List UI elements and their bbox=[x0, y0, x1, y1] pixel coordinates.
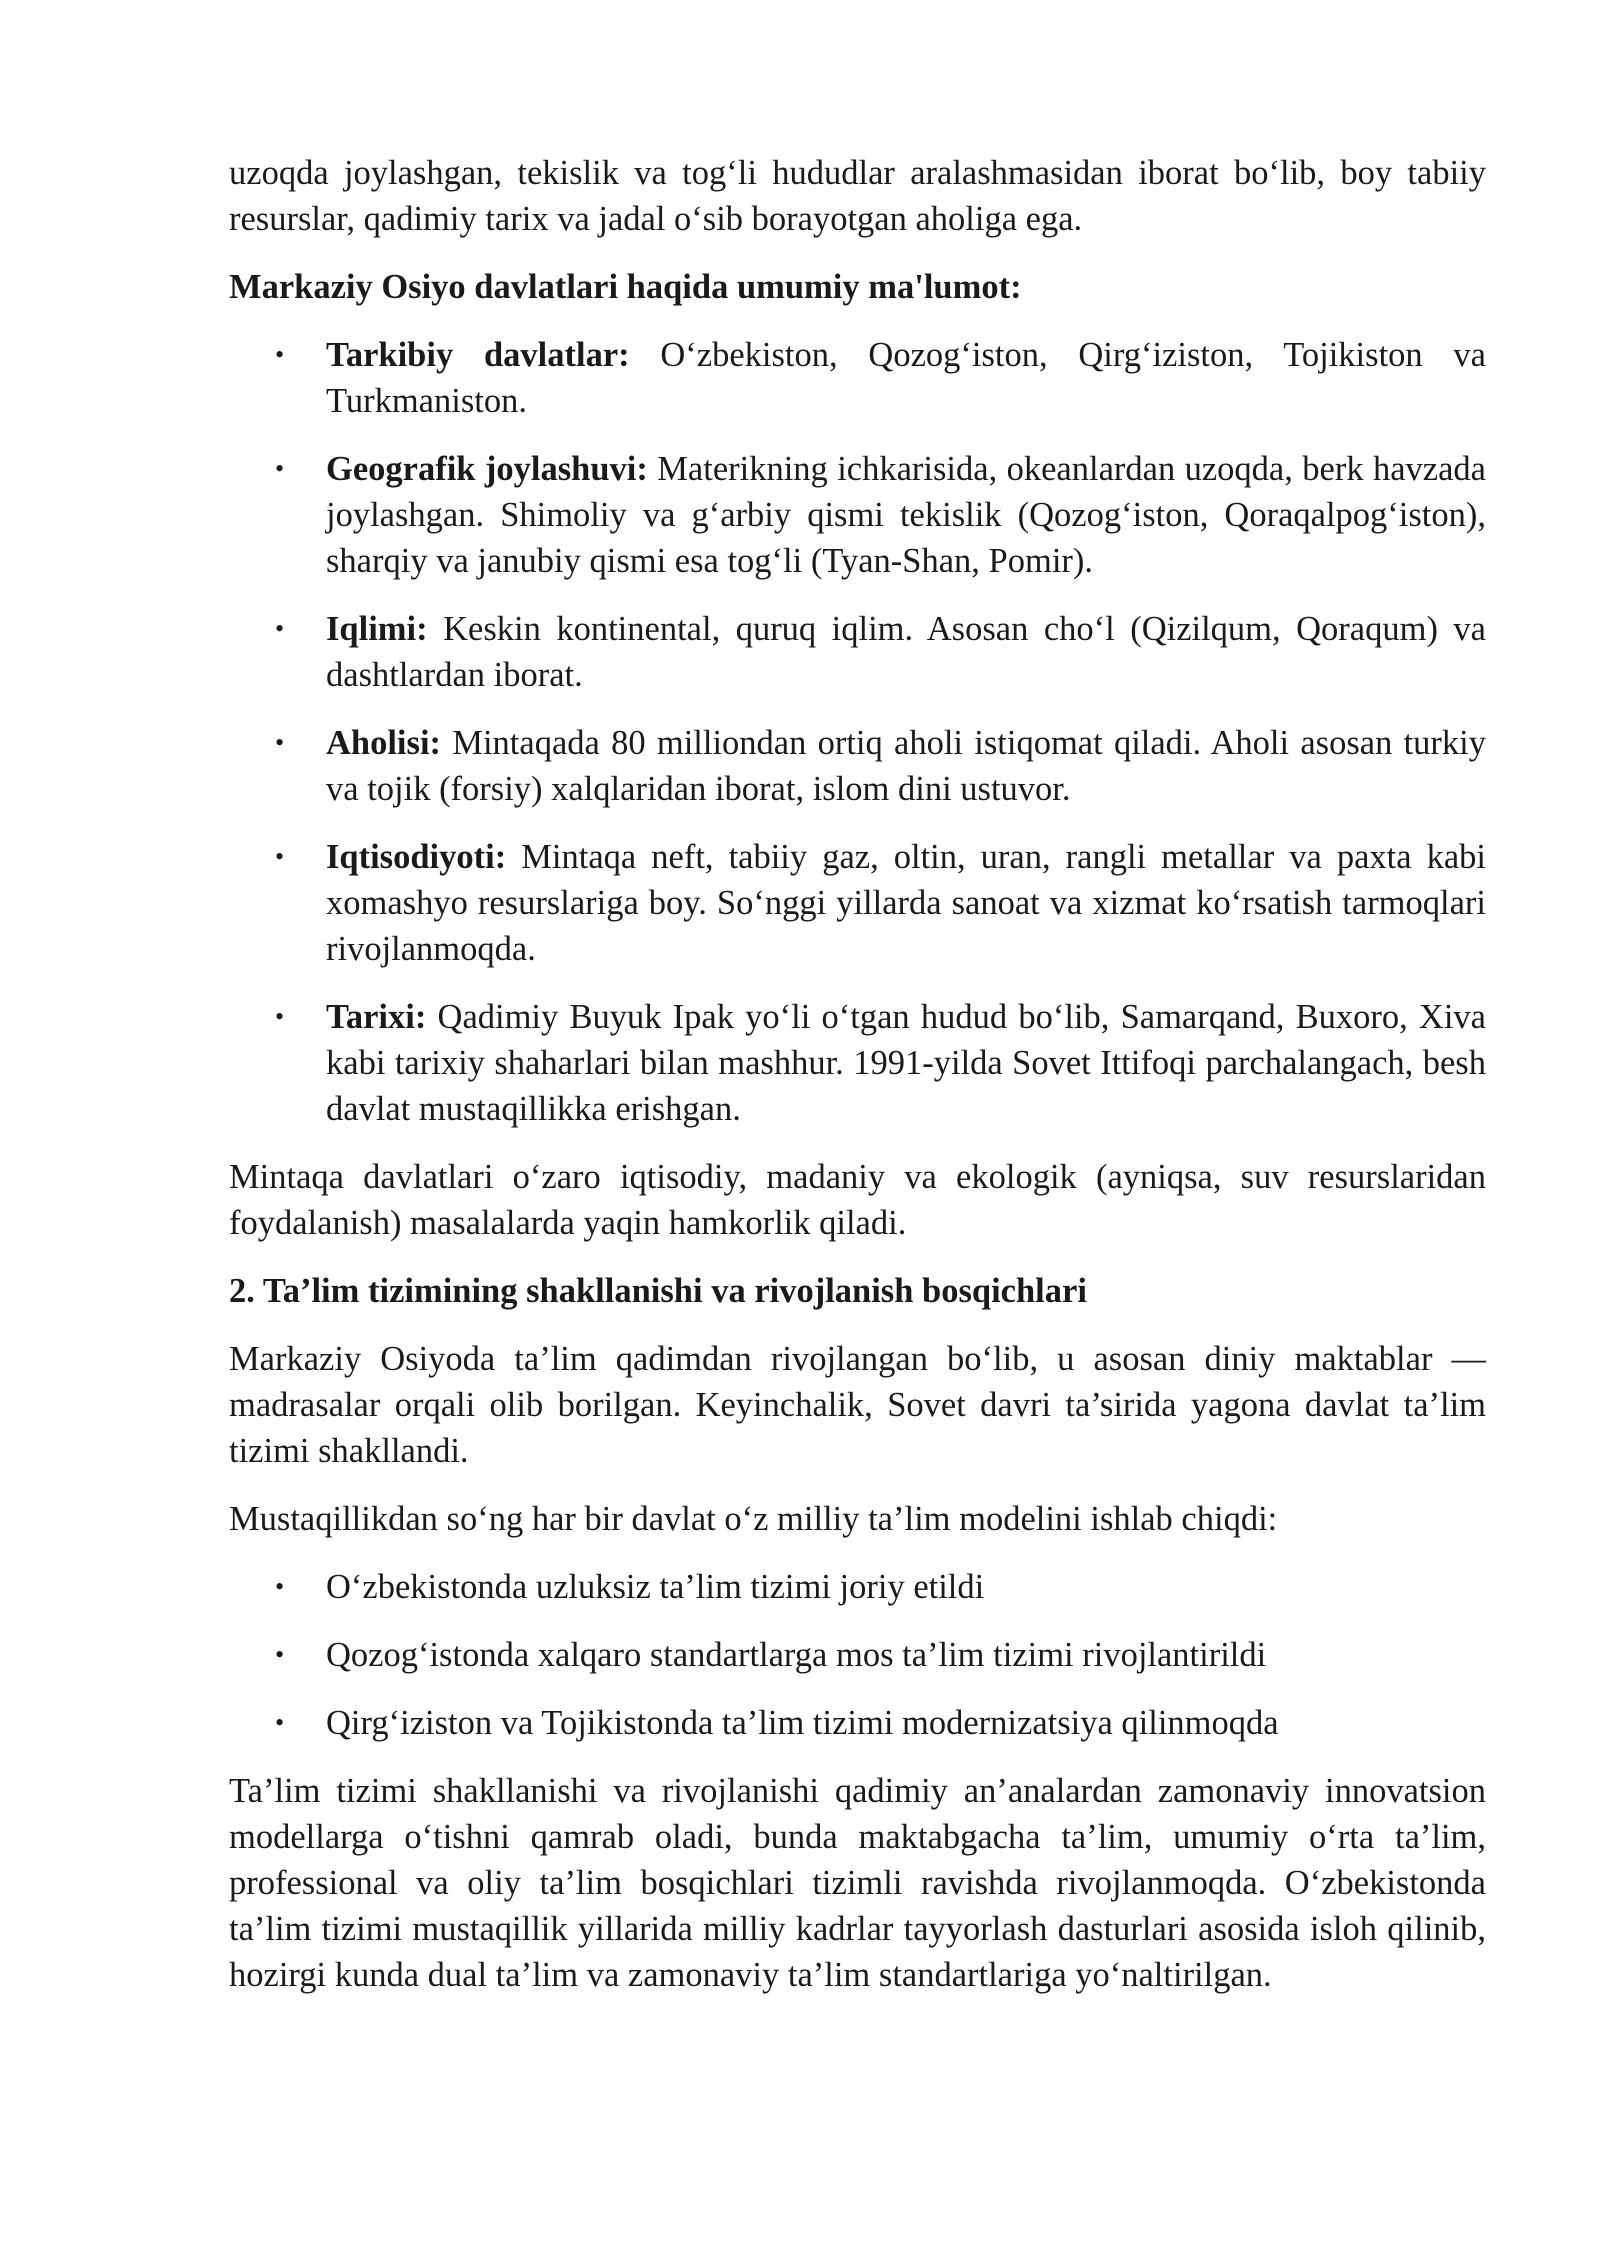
bullet-icon: • bbox=[275, 1640, 285, 1669]
list-item-text: Mintaqa neft, tabiiy gaz, oltin, uran, rangli metallar va paxta kabi xomashyo resurslariga boy. So‘nggi yillarda sanoat va xizmat ko‘rsatish tarmoqlari rivojlanmoqda. bbox=[326, 838, 1486, 968]
list-item-text: Materikning ichkarisida, okeanlardan uzoqda, berk havzada joylashgan. Shimoliy va g‘arbiy qismi tekislik (Qozog‘iston, Qoraqalpog‘iston), sharqiy va janubiy qismi esa tog‘li (Tyan-Shan, Pomir). bbox=[326, 450, 1486, 580]
section-2-heading: 2. Ta’lim tizimining shakllanishi va rivojlanish bosqichlari bbox=[229, 1272, 1087, 1310]
overview-list bbox=[229, 332, 1486, 1132]
list-item-text: Qozog‘istonda xalqaro standartlarga mos ta’lim tizimi rivojlantirildi bbox=[326, 1636, 1267, 1674]
list-item bbox=[275, 994, 1486, 1132]
intro-paragraph: uzoqda joylashgan, tekislik va tog‘li hududlar aralashmasidan iborat bo‘lib, boy tabiiy resurslar, qadimiy tarix va jadal o‘sib borayotgan aholiga ega. bbox=[229, 154, 1486, 238]
section-2-paragraph-2: Mustaqillikdan so‘ng har bir davlat o‘z milliy ta’lim modelini ishlab chiqdi: bbox=[229, 1500, 1278, 1538]
bullet-icon: • bbox=[275, 614, 285, 643]
list-item-term: Tarkibiy davlatlar: bbox=[326, 336, 630, 374]
list-item bbox=[275, 1632, 1486, 1678]
list-item bbox=[275, 446, 1486, 584]
list-item-term: Iqtisodiyoti: bbox=[326, 838, 507, 876]
list-item-term: Aholisi: bbox=[326, 724, 442, 762]
list-item bbox=[275, 834, 1486, 972]
list-item bbox=[275, 1700, 1486, 1746]
bullet-icon: • bbox=[275, 1002, 285, 1031]
list-item-text: O‘zbekiston, Qozog‘iston, Qirg‘iziston, Tojikiston va Turkmaniston. bbox=[326, 336, 1486, 420]
list-item-text: O‘zbekistonda uzluksiz ta’lim tizimi joriy etildi bbox=[326, 1568, 985, 1606]
closing-paragraph: Ta’lim tizimi shakllanishi va rivojlanishi qadimiy an’analardan zamonaviy innovatsion modellarga o‘tishni qamrab oladi, bunda maktabgacha ta’lim, umumiy o‘rta ta’lim, professional va oliy ta’lim bosqichlari tizimli ravishda rivojlanmoqda. O‘zbekistonda ta’lim tizimi mustaqillik yillarida milliy kadrlar tayyorlash dasturlari asosida isloh qilinib, hozirgi kunda dual ta’lim va zamonaviy ta’lim standartlariga yo‘naltirilgan. bbox=[229, 1772, 1486, 1994]
list-item bbox=[275, 1564, 1486, 1610]
list-item-text: Qadimiy Buyuk Ipak yo‘li o‘tgan hudud bo‘lib, Samarqand, Buxoro, Xiva kabi tarixiy shaharlari bilan mashhur. 1991-yilda Sovet Ittifoqi parchalangach, besh davlat mustaqillikka erishgan. bbox=[326, 998, 1486, 1128]
bullet-icon: • bbox=[275, 340, 285, 369]
bullet-icon: • bbox=[275, 454, 285, 483]
overview-heading: Markaziy Osiyo davlatlari haqida umumiy ma'lumot: bbox=[229, 268, 1022, 306]
list-item bbox=[275, 332, 1486, 424]
document-page bbox=[229, 150, 1486, 2020]
list-item bbox=[275, 606, 1486, 698]
list-item-text: Mintaqada 80 milliondan ortiq aholi istiqomat qiladi. Aholi asosan turkiy va tojik (forsiy) xalqlaridan iborat, islom dini ustuvor. bbox=[326, 724, 1486, 808]
list-item-term: Iqlimi: bbox=[326, 610, 428, 648]
section-2-paragraph-1: Markaziy Osiyoda ta’lim qadimdan rivojlangan bo‘lib, u asosan diniy maktablar — madrasalar orqali olib borilgan. Keyinchalik, Sovet davri ta’sirida yagona davlat ta’lim tizimi shakllandi. bbox=[229, 1340, 1486, 1470]
list-item-term: Tarixi: bbox=[326, 998, 427, 1036]
bullet-icon: • bbox=[275, 1572, 285, 1601]
education-models-list bbox=[229, 1564, 1486, 1746]
cooperation-paragraph: Mintaqa davlatlari o‘zaro iqtisodiy, madaniy va ekologik (ayniqsa, suv resurslaridan foydalanish) masalalarda yaqin hamkorlik qiladi. bbox=[229, 1158, 1486, 1242]
list-item bbox=[275, 720, 1486, 812]
bullet-icon: • bbox=[275, 842, 285, 871]
bullet-icon: • bbox=[275, 1708, 285, 1737]
list-item-text: Keskin kontinental, quruq iqlim. Asosan cho‘l (Qizilqum, Qoraqum) va dashtlardan iborat. bbox=[326, 610, 1486, 694]
list-item-text: Qirg‘iziston va Tojikistonda ta’lim tizimi modernizatsiya qilinmoqda bbox=[326, 1704, 1279, 1742]
bullet-icon: • bbox=[275, 728, 285, 757]
list-item-term: Geografik joylashuvi: bbox=[326, 450, 648, 488]
